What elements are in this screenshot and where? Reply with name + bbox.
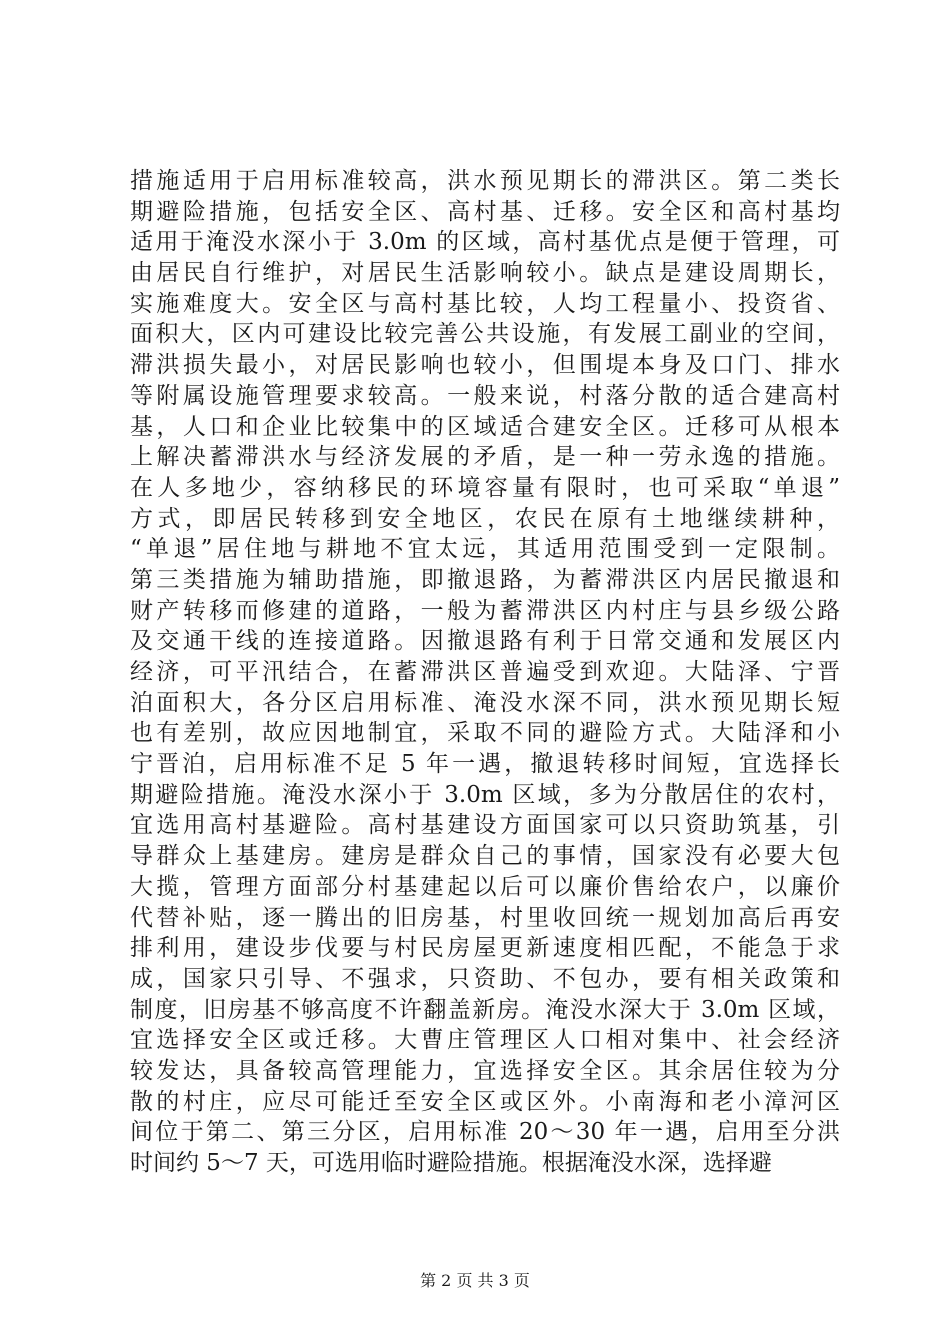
text-line: 滞洪损失最小，对居民影响也较小，但围堤本身及口门、排水 bbox=[130, 352, 840, 379]
text-line: 时间约 5～7 天，可选用临时避险措施。根据淹没水深，选择避 bbox=[130, 1150, 772, 1176]
text-line: 导群众上基建房。建房是群众自己的事情，国家没有必要大包 bbox=[130, 843, 840, 870]
text-line: 期避险措施。淹没水深小于 3.0m 区域，多为分散居住的农村， bbox=[130, 781, 840, 808]
text-line: 上解决蓄滞洪水与经济发展的矛盾，是一种一劳永逸的措施。 bbox=[130, 444, 840, 471]
text-line: 由居民自行维护，对居民生活影响较小。缺点是建设周期长， bbox=[130, 260, 840, 287]
text-line: 宜选用高村基避险。高村基建设方面国家可以只资助筑基，引 bbox=[130, 812, 840, 839]
text-line: 在人多地少，容纳移民的环境容量有限时，也可采取“单退” bbox=[130, 474, 840, 501]
text-line: 基，人口和企业比较集中的区域适合建安全区。迁移可从根本 bbox=[130, 413, 840, 440]
text-line: 适用于淹没水深小于 3.0m 的区域，高村基优点是便于管理，可 bbox=[130, 229, 840, 256]
text-line: 成，国家只引导、不强求，只资助、不包办，要有相关政策和 bbox=[130, 965, 840, 992]
text-line: 间位于第二、第三分区，启用标准 20～30 年一遇，启用至分洪 bbox=[130, 1119, 840, 1146]
text-line: 等附属设施管理要求较高。一般来说，村落分散的适合建高村 bbox=[130, 382, 840, 409]
text-line: 也有差别，故应因地制宜，采取不同的避险方式。大陆泽和小 bbox=[130, 720, 840, 747]
text-line: 较发达，具备较高管理能力，宜选择安全区。其余居住较为分 bbox=[130, 1057, 840, 1084]
text-line: 期避险措施，包括安全区、高村基、迁移。安全区和高村基均 bbox=[130, 198, 840, 225]
text-line: “单退”居住地与耕地不宜太远，其适用范围受到一定限制。 bbox=[130, 536, 840, 563]
text-line: 排利用，建设步伐要与村民房屋更新速度相匹配，不能急于求 bbox=[130, 935, 840, 962]
text-line: 面积大，区内可建设比较完善公共设施，有发展工副业的空间， bbox=[130, 321, 840, 348]
text-line: 大揽，管理方面部分村基建起以后可以廉价售给农户，以廉价 bbox=[130, 873, 840, 900]
text-line: 代替补贴，逐一腾出的旧房基，村里收回统一规划加高后再安 bbox=[130, 904, 840, 931]
text-line: 制度，旧房基不够高度不许翻盖新房。淹没水深大于 3.0m 区域， bbox=[130, 996, 840, 1023]
text-line: 散的村庄，应尽可能迁至安全区或区外。小南海和老小漳河区 bbox=[130, 1088, 840, 1115]
page-footer bbox=[0, 1268, 950, 1291]
text-line: 宜选择安全区或迁移。大曹庄管理区人口相对集中、社会经济 bbox=[130, 1027, 840, 1054]
text-line: 财产转移而修建的道路，一般为蓄滞洪区内村庄与县乡级公路 bbox=[130, 597, 840, 624]
text-line: 措施适用于启用标准较高，洪水预见期长的滞洪区。第二类长 bbox=[130, 168, 840, 194]
text-line: 及交通干线的连接道路。因撤退路有利于日常交通和发展区内 bbox=[130, 628, 840, 655]
page-number: 第 2 页 共 3 页 bbox=[420, 1271, 530, 1290]
text-line: 实施难度大。安全区与高村基比较，人均工程量小、投资省、 bbox=[130, 290, 840, 317]
text-line: 第三类措施为辅助措施，即撤退路，为蓄滞洪区内居民撤退和 bbox=[130, 566, 840, 593]
text-line: 泊面积大，各分区启用标准、淹没水深不同，洪水预见期长短 bbox=[130, 689, 840, 716]
text-line: 方式，即居民转移到安全地区，农民在原有土地继续耕种， bbox=[130, 505, 840, 532]
body-text bbox=[130, 166, 840, 1179]
text-line: 经济，可平汛结合，在蓄滞洪区普遍受到欢迎。大陆泽、宁晋 bbox=[130, 659, 840, 685]
text-line: 宁晋泊，启用标准不足 5 年一遇，撤退转移时间短，宜选择长 bbox=[130, 751, 840, 778]
